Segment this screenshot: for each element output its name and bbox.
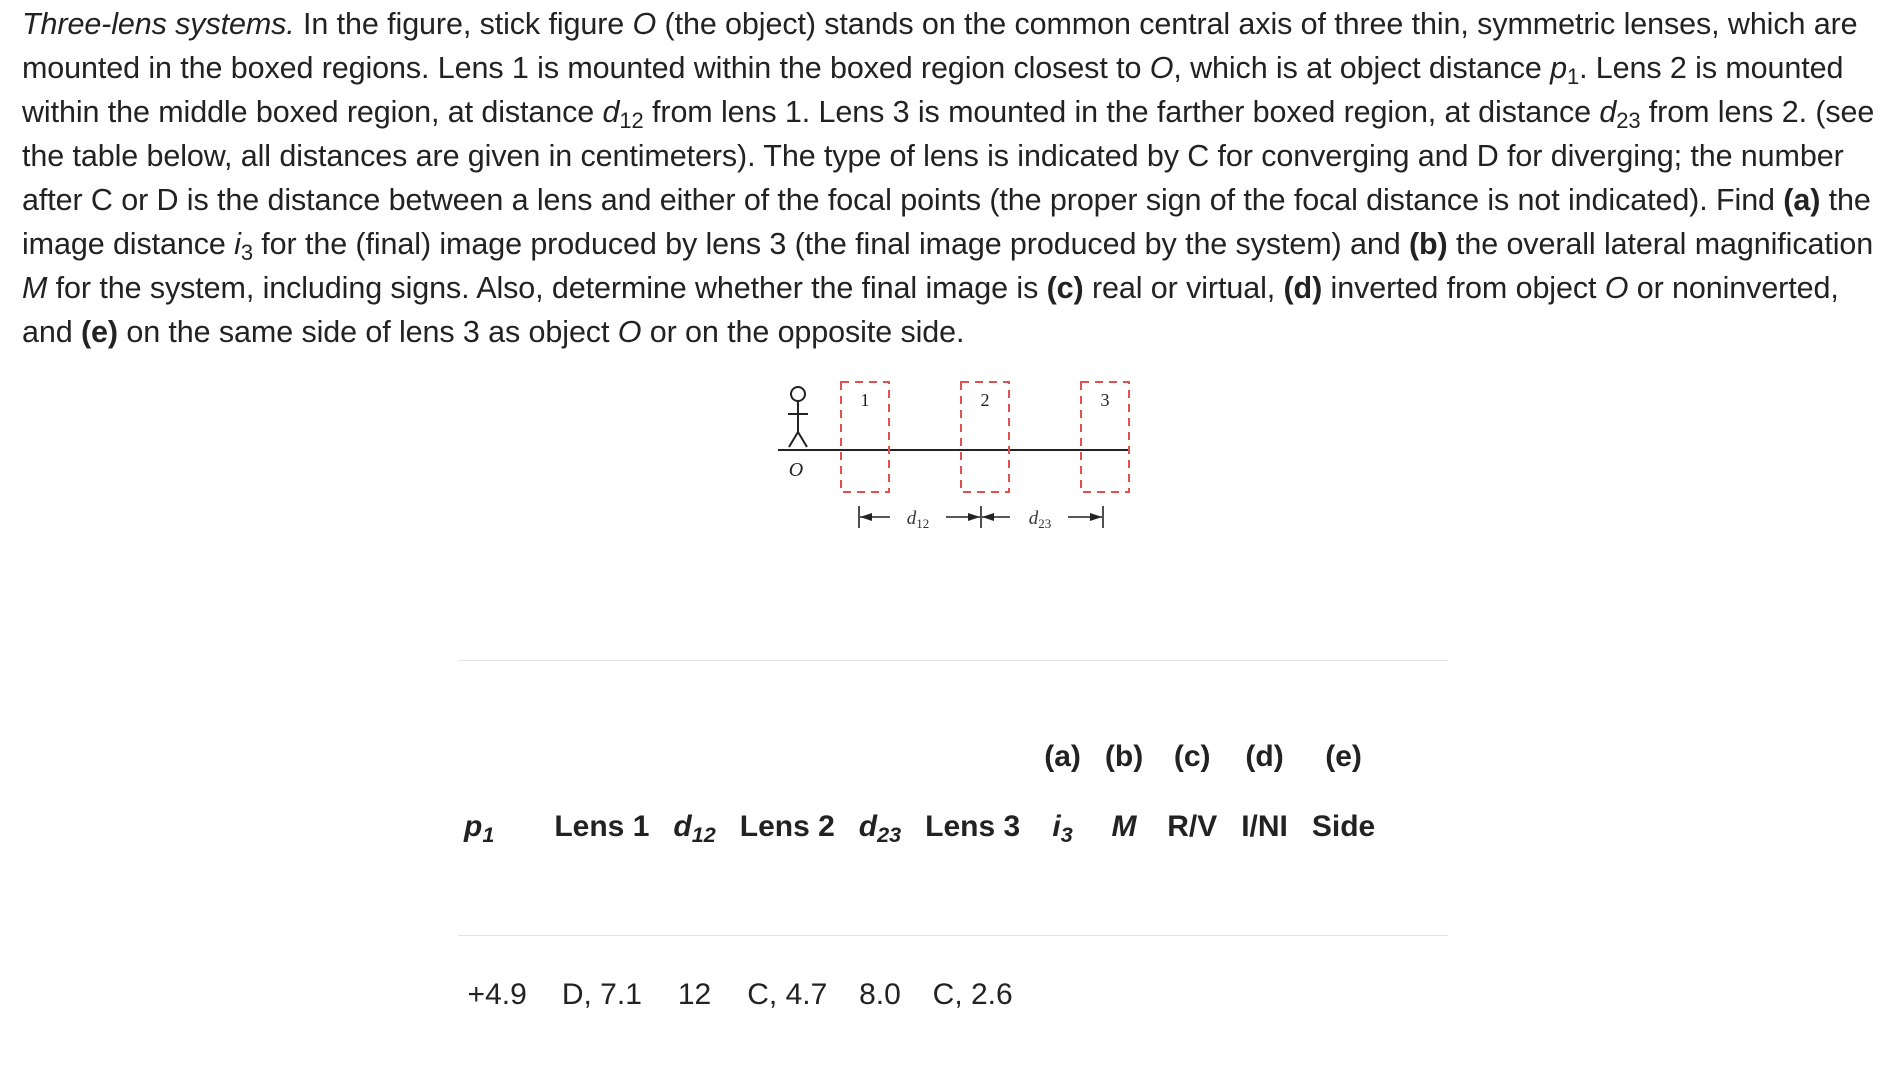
value-lens3: C, 2.6 — [932, 978, 1013, 1011]
problem-title: Three-lens systems. — [22, 7, 295, 41]
text: In the figure, stick figure — [294, 7, 633, 41]
subscript: 3 — [240, 240, 253, 266]
header-a: (a) — [1044, 740, 1081, 773]
value-p1: +4.9 — [467, 978, 527, 1011]
symbol-O: O — [1604, 271, 1629, 305]
stick-figure-object — [788, 387, 808, 447]
symbol-M: M — [22, 271, 48, 305]
text: for the system, including signs. Also, determine whether the final image is — [47, 271, 1047, 305]
subscript: 23 — [1616, 108, 1641, 134]
subscript: 3 — [1060, 822, 1073, 848]
d12-subscript: 12 — [916, 516, 930, 531]
value-d23: 8.0 — [859, 978, 901, 1011]
header-lens1: Lens 1 — [554, 810, 650, 843]
lens-box-3 — [1081, 382, 1129, 492]
text: (the object) stands on the common central axis of three thin, symmetric lenses, which are mounted in the boxed regions. Lens 1 is mounted within the boxed region closest to — [22, 7, 1858, 85]
header-d23 — [847, 789, 913, 865]
header-M: M — [1111, 810, 1137, 843]
text: or on the opposite side. — [641, 315, 965, 349]
table-header-names — [452, 789, 1387, 865]
distance-markers — [859, 506, 1103, 528]
part-e-label: (e) — [80, 315, 118, 349]
subscript: 23 — [877, 822, 902, 848]
d23-subscript: 23 — [1038, 516, 1052, 531]
value-lens1: D, 7.1 — [561, 978, 642, 1011]
text: . Lens 2 is mounted within the middle boxed region, at distance — [22, 51, 1844, 129]
header-p1 — [452, 789, 542, 865]
blank-cell — [452, 725, 542, 789]
symbol-i3: i — [234, 227, 241, 261]
blank-cell — [542, 725, 661, 789]
header-ini: I/NI — [1241, 810, 1288, 843]
lens-1-label: 1 — [860, 390, 870, 410]
d23-label — [1029, 508, 1052, 531]
symbol-O: O — [1149, 51, 1174, 85]
blank-cell — [913, 725, 1032, 789]
header-side: Side — [1311, 810, 1376, 843]
part-a-label: (a) — [1783, 183, 1821, 217]
blank-cell — [847, 725, 913, 789]
value-lens2: C, 4.7 — [747, 978, 828, 1011]
value-d12: 12 — [677, 978, 712, 1011]
answer-rv — [1155, 963, 1229, 1027]
object-label: O — [788, 459, 804, 481]
text: inverted from object — [1322, 271, 1605, 305]
text: for the (final) image produced by lens 3 (the final image produced by the system) and — [252, 227, 1409, 261]
problem-statement — [22, 2, 1884, 354]
text: the image distance — [22, 183, 1871, 261]
text: from lens 2. (see the table below, all distances are given in centimeters). The type of lens is indicated by C for converging and D for diverging; the number after C or D is the distance between a lens and either of the focal points (the proper sign of the focal distance is not indicated). Find — [22, 95, 1875, 217]
text: on the same side of lens 3 as object — [117, 315, 618, 349]
part-c-label: (c) — [1046, 271, 1084, 305]
subscript: 1 — [1566, 64, 1580, 90]
text: real or virtual, — [1083, 271, 1284, 305]
blank-cell — [728, 725, 847, 789]
d23-symbol: d — [858, 810, 878, 843]
symbol-d23: d — [1599, 95, 1617, 129]
table-top-rule — [458, 660, 1448, 661]
header-b: (b) — [1104, 740, 1144, 773]
d12-symbol: d — [906, 508, 917, 529]
subscript: 1 — [482, 822, 495, 848]
spacer-cell — [452, 865, 1387, 963]
subscript: 12 — [619, 108, 644, 134]
header-i3 — [1032, 789, 1093, 865]
symbol-d12: d — [602, 95, 620, 129]
header-c: (c) — [1173, 740, 1211, 773]
symbol-p1: p — [1550, 51, 1567, 85]
symbol-O: O — [632, 7, 657, 41]
header-d12 — [661, 789, 727, 865]
table-row — [452, 963, 1387, 1027]
lens-box-2 — [961, 382, 1009, 492]
d12-label — [907, 508, 930, 531]
text: or noninverted, and — [22, 271, 1839, 349]
header-d: (d) — [1245, 740, 1284, 773]
symbol-O: O — [617, 315, 642, 349]
header-lens2: Lens 2 — [739, 810, 835, 843]
i3-symbol: i — [1052, 810, 1061, 843]
three-lens-figure — [760, 370, 1160, 560]
part-d-label: (d) — [1283, 271, 1323, 305]
answer-ini — [1229, 963, 1300, 1027]
d23-symbol: d — [1028, 508, 1039, 529]
p1-symbol: p — [464, 810, 483, 843]
subscript: 12 — [691, 822, 716, 848]
table-spacer — [452, 865, 1387, 963]
blank-cell — [661, 725, 727, 789]
text: the overall lateral magnification — [1447, 227, 1874, 261]
lens-data-table — [452, 725, 1387, 1027]
header-e: (e) — [1325, 740, 1362, 773]
header-rv: R/V — [1167, 810, 1218, 843]
table-header-letters — [452, 725, 1387, 789]
part-b-label: (b) — [1408, 227, 1448, 261]
lens-box-1 — [841, 382, 889, 492]
answer-side — [1300, 963, 1387, 1027]
answer-i3 — [1032, 963, 1093, 1027]
lens-3-label: 3 — [1100, 390, 1110, 410]
header-lens3: Lens 3 — [925, 810, 1021, 843]
text: from lens 1. Lens 3 is mounted in the farther boxed region, at distance — [643, 95, 1600, 129]
answer-M — [1093, 963, 1155, 1027]
lens-2-label: 2 — [980, 390, 990, 410]
text: , which is at object distance — [1173, 51, 1551, 85]
d12-symbol: d — [673, 810, 692, 843]
